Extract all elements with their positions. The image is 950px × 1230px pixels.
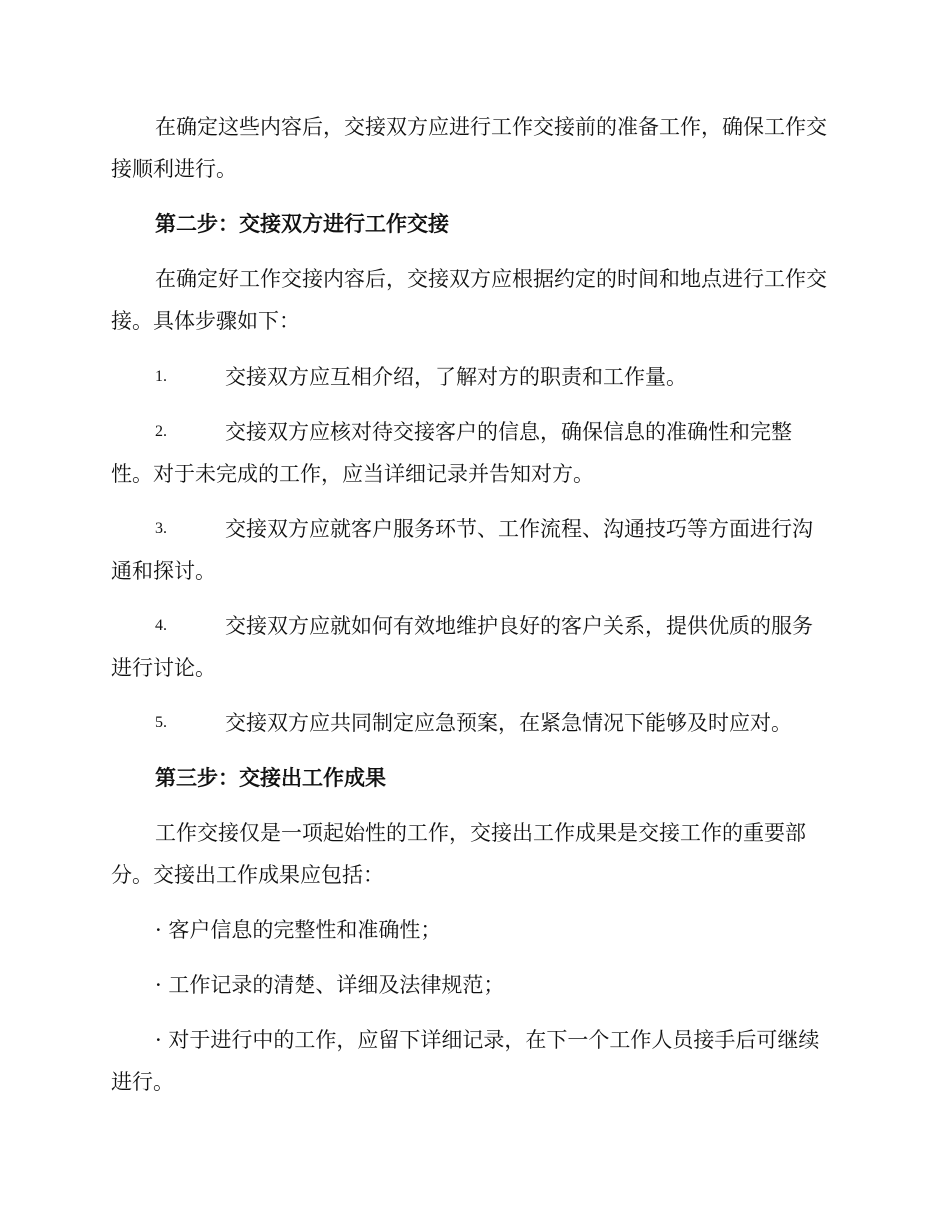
intro-paragraph: 在确定这些内容后，交接双方应进行工作交接前的准备工作，确保工作交接顺利进行。: [111, 115, 827, 181]
bullet-item: · 工作记录的清楚、详细及法律规范；: [155, 973, 505, 997]
list-text: 交接双方应核对待交接客户的信息，确保信息的准确性和完整性。对于未完成的工作，应当详细记录并告知对方。: [111, 420, 792, 486]
step2-paragraph: 在确定好工作交接内容后，交接双方应根据约定的时间和地点进行工作交接。具体步骤如下：: [111, 267, 827, 333]
list-item: [111, 702, 833, 744]
bullet-item: · 客户信息的完整性和准确性；: [155, 918, 442, 942]
list-text: 交接双方应互相介绍，了解对方的职责和工作量。: [225, 365, 687, 389]
step2-heading: 第二步：交接双方进行工作交接: [155, 211, 449, 236]
list-item: [111, 356, 833, 398]
list-text: 交接双方应共同制定应急预案，在紧急情况下能够及时应对。: [225, 711, 792, 735]
list-number: 3.: [155, 520, 167, 537]
list-item: [111, 411, 833, 495]
list-number: 5.: [155, 714, 167, 731]
list-number: 2.: [155, 423, 167, 440]
list-text: 交接双方应就如何有效地维护良好的客户关系，提供优质的服务进行讨论。: [111, 614, 813, 680]
list-item: [111, 508, 833, 592]
list-number: 1.: [155, 368, 167, 385]
bullet-item: · 对于进行中的工作，应留下详细记录，在下一个工作人员接手后可继续进行。: [111, 1028, 820, 1094]
list-text: 交接双方应就客户服务环节、工作流程、沟通技巧等方面进行沟通和探讨。: [111, 517, 813, 583]
step3-paragraph: 工作交接仅是一项起始性的工作，交接出工作成果是交接工作的重要部分。交接出工作成果应包括：: [111, 821, 806, 887]
step3-heading: 第三步：交接出工作成果: [155, 765, 386, 790]
list-number: 4.: [155, 617, 167, 634]
list-item: [111, 605, 833, 689]
